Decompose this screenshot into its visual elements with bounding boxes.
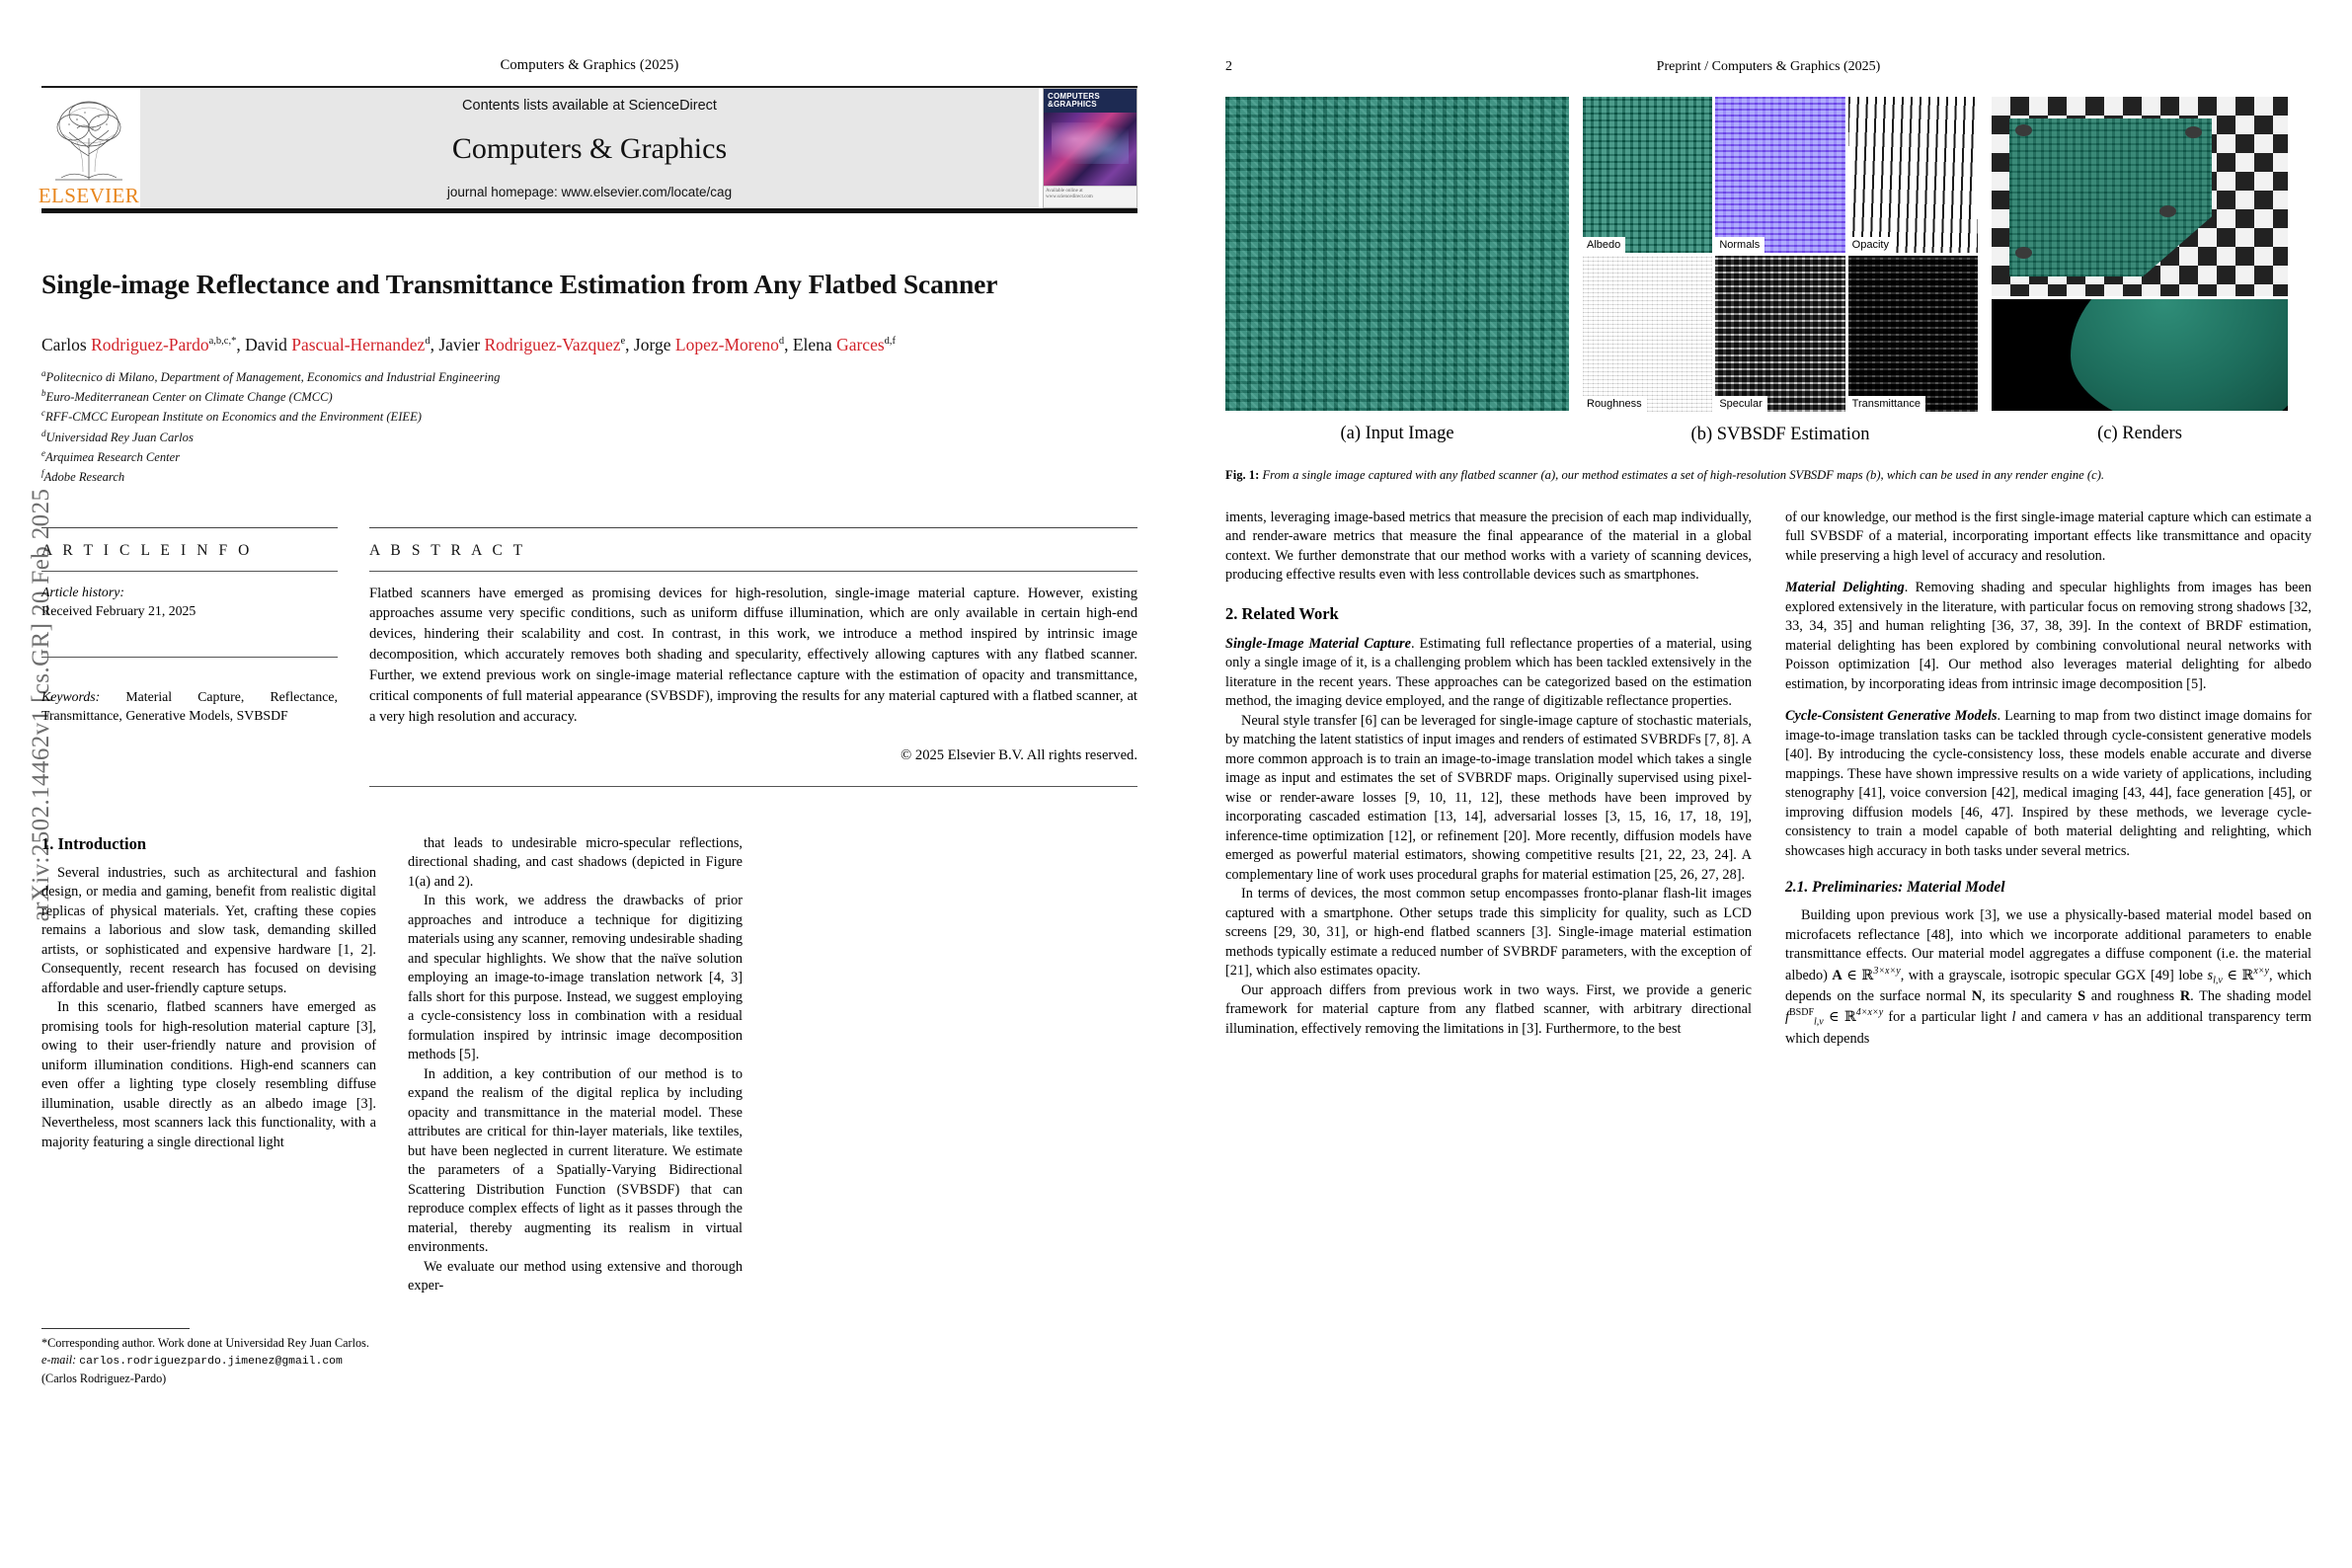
article-info-column xyxy=(41,527,338,787)
right-body-column-1 xyxy=(1225,509,1752,1050)
input-image-photo xyxy=(1225,97,1569,411)
masthead-bottom-rule xyxy=(41,208,1137,213)
journal-homepage-line[interactable]: journal homepage: www.elsevier.com/locate/cag xyxy=(446,185,733,199)
left-body-column-1 xyxy=(41,834,376,1387)
math-specular-lobe-s: s xyxy=(2207,967,2214,983)
render-drape xyxy=(1992,299,2288,411)
intro-paragraph-4: In this work, we address the drawbacks of prior approaches and introduce a technique for digitizing materials using any scanner, removing undesirable shading and specular highlights. We show that the naïve solution employing an image-to-image translation network [4, 3] falls short for this purpose. Instead, we suggest employing a cycle-consistency loss in combination with a residual formulation inspired by intrinsic image decomposition methods [5]. xyxy=(408,893,743,1063)
keywords-block xyxy=(41,658,338,726)
figure-panel-a xyxy=(1225,97,1569,444)
right-running-title: Preprint / Computers & Graphics (2025) xyxy=(1656,59,1881,74)
page-right xyxy=(1176,0,2352,1568)
figure-subcaption-a: (a) Input Image xyxy=(1340,424,1454,443)
author-3: Jorge Lopez-Moreno$^d$ xyxy=(633,335,785,354)
arxiv-stamp: arXiv:2502.14462v1 [cs.GR] 20 Feb 2025 xyxy=(28,488,54,922)
map-label-specular: Specular xyxy=(1715,396,1766,412)
author-4: Elena Garces$^{d,f}$ xyxy=(792,335,897,354)
cover-footer: Available online at www.sciencedirect.com xyxy=(1044,186,1137,207)
rc1-paragraph-4: Our approach differs from previous work in two ways. First, we provide a generic framework for material capture from any flatbed scanner, with arbitrary directional illumination, effectively removing the limitations in [3]. Furthermore, to the best xyxy=(1225,981,1752,1037)
info-abstract-block xyxy=(41,527,1137,787)
render-pin-2 xyxy=(2185,126,2202,138)
page-number: 2 xyxy=(1225,59,1232,74)
intro-paragraph-5: In addition, a key contribution of our method is to expand the realism of the digital replica by including opacity and transmittance in the material model. These attributes are critical for thin-layer materials, like textiles, but have been neglected in current literature. We estimate the parameters of a Spatially-Varying Bidirectional Scattering Distribution Function (SVBSDF) that can reproduce complex effects of light as it passes through the material, thereby augmenting its realism in virtual environments. xyxy=(408,1065,743,1256)
affiliation-5: $^f$Adobe Research xyxy=(41,468,125,485)
left-body-column-2 xyxy=(408,834,743,1387)
intro-paragraph-1: Several industries, such as architectural and fashion design, or media and gaming, benefit from realistic digital replicas of physical materials. Yet, crafting these copies remains a laborious and slow task, demanding skilled artists, or sophisticated and expensive hardware [1, 2]. Consequently, recent research has focused on devising affordable and user-friendly capture setups. xyxy=(41,864,376,996)
sciencedirect-line: Contents lists available at ScienceDirect xyxy=(462,98,717,114)
cover-title: COMPUTERS &GRAPHICS xyxy=(1044,89,1137,113)
rc1-subsection-single-image-material-capture: Single-Image Material Capture. Estimating full reflectance properties of a material, using only a single image of it, is a challenging problem which has been tackled extensively in the literature in the recent years. These approaches can be categorized based on the estimation method, the imaging device employed, and the range of digitizable reflectance properties. xyxy=(1225,635,1752,710)
author-0: Carlos Rodriguez-Pardo$^{a,b,c,*}$ xyxy=(41,335,237,354)
figure-subcaption-c: (c) Renders xyxy=(2097,424,2182,443)
map-label-albedo: Albedo xyxy=(1583,237,1625,253)
affiliation-2: $^c$RFF-CMCC European Institute on Economics and the Environment (EIEE) xyxy=(41,408,422,425)
article-history-label: Article history: xyxy=(41,584,124,599)
keywords-label: Keywords: xyxy=(41,688,101,704)
figure-caption-text: From a single image captured with any flatbed scanner (a), our method estimates a set of high-resolution SVBSDF maps (b), which can be used in any render engine (c). xyxy=(1262,468,2105,482)
map-opacity xyxy=(1848,97,1978,253)
figure-subcaption-b: (b) SVBSDF Estimation xyxy=(1690,425,1870,444)
figure-1 xyxy=(1225,97,2312,445)
footnote-text xyxy=(41,1335,376,1386)
article-received-date: Received February 21, 2025 xyxy=(41,603,196,619)
figure-panel-c xyxy=(1992,97,2288,444)
map-label-roughness: Roughness xyxy=(1583,396,1647,412)
author-list: Carlos Rodriguez-Pardo$^{a,b,c,*}$, David Pascual-Hernandez$^d$, Javier Rodriguez-Vazquez$^e$, Jorge Lopez-Moreno$^d$, Elena Garces$^{d,f}$ xyxy=(41,335,897,354)
figure-caption xyxy=(1225,467,2312,485)
map-label-normals: Normals xyxy=(1715,237,1764,253)
journal-name: Computers & Graphics xyxy=(451,132,728,165)
map-albedo xyxy=(1583,97,1712,253)
article-history xyxy=(41,572,338,621)
keywords-text: Material Capture, Reflectance, Transmittance, Generative Models, SVBSDF xyxy=(41,688,339,724)
affiliation-list xyxy=(41,367,1137,488)
cover-artwork xyxy=(1044,113,1137,186)
map-label-transmittance: Transmittance xyxy=(1848,396,1925,412)
elsevier-wordmark: ELSEVIER xyxy=(38,184,140,207)
figure-caption-label: Fig. 1: xyxy=(1225,468,1260,482)
abstract-heading: A B S T R A C T xyxy=(369,541,526,559)
section-heading-related-work: 2. Related Work xyxy=(1225,603,1339,623)
article-info-heading: A R T I C L E I N F O xyxy=(41,541,253,559)
journal-masthead xyxy=(38,88,1137,208)
section-heading-introduction: 1. Introduction xyxy=(41,833,147,853)
abstract-copyright: © 2025 Elsevier B.V. All rights reserved. xyxy=(901,746,1137,763)
math-albedo-A: A xyxy=(1832,967,1842,983)
math-shading-model-f: f xyxy=(1785,1009,1789,1026)
intro-paragraph-6: We evaluate our method using extensive and thorough exper- xyxy=(408,1258,743,1294)
abstract-column xyxy=(369,527,1137,787)
runin-cycle-consistent-generative-models: Cycle-Consistent Generative Models xyxy=(1785,708,1998,725)
subsection-heading-preliminaries: 2.1. Preliminaries: Material Model xyxy=(1785,879,2005,897)
map-roughness xyxy=(1583,256,1712,412)
svbsdf-map-grid xyxy=(1583,97,1978,412)
right-body-column-2 xyxy=(1785,509,2312,1050)
affiliation-3: $^d$Universidad Rey Juan Carlos xyxy=(41,428,194,444)
footnote-block xyxy=(41,1328,376,1386)
math-specularity-S: S xyxy=(2078,987,2086,1004)
corresponding-author-note: *Corresponding author. Work done at Universidad Rey Juan Carlos. xyxy=(41,1336,369,1351)
math-roughness-R: R xyxy=(2179,987,2191,1004)
page-title: Single-image Reflectance and Transmittance Estimation from Any Flatbed Scanner xyxy=(41,269,998,299)
render-pin-4 xyxy=(2159,205,2176,217)
right-body-columns xyxy=(1225,509,2312,1050)
rc2-subsection-cycle-consistent: Cycle-Consistent Generative Models. Learning to map from two distinct image domains for image-to-image translation tasks can be tackled through cycle-consistent generative models [40]. By introducing the cycle-consistency loss, these models enable accurate and diverse mappings. These have shown impressive results on a wide variety of applications, including stenography [41], voice conversion [42], medical imaging [43, 44], face generation [45], or improving diffusion models [46, 47]. Inspired by these methods, we leverage cycle-consistency to train a model capable of both material delighting and relighting, which showcases high accuracy in both tasks under several metrics. xyxy=(1785,708,2312,859)
elsevier-logo xyxy=(38,88,140,208)
left-body-columns xyxy=(41,834,1137,1387)
author-1: David Pascual-Hernandez$^d$ xyxy=(245,335,431,354)
right-running-header xyxy=(1225,0,2312,75)
render-pin-1 xyxy=(2015,124,2032,136)
render-cloth-patch xyxy=(2009,118,2212,276)
rc2-continued-paragraph: of our knowledge, our method is the first single-image material capture which can estimate a full SVBSDF of a material, incorporating important effects like transmittance and opacity while preserving a high level of accuracy and resolution. xyxy=(1785,509,2312,564)
intro-paragraph-2: In this scenario, flatbed scanners have emerged as promising tools for high-resolution material capture [3], owing to their user-friendly nature and provision of uniform illumination conditions. High-end scanners can even offer a lighting type closely resembling diffuse illumination, usable directly as an albedo image [3]. Nevertheless, most scanners lack this functionality, with a majority featuring a single directional light xyxy=(41,999,376,1150)
map-specular xyxy=(1715,256,1844,412)
runin-material-delighting: Material Delighting xyxy=(1785,580,1905,596)
intro-paragraph-3: that leads to undesirable micro-specular reflections, directional shading, and cast shadows (depicted in Figure 1(a) and 2). xyxy=(408,834,743,890)
render-checkerboard xyxy=(1992,97,2288,296)
affiliation-0: $^a$Politecnico di Milano, Department of Management, Economics and Industrial Engineering xyxy=(41,367,501,384)
rc1-continued-paragraph: iments, leveraging image-based metrics that measure the precision of each map individually, and render-aware metrics that measure the final appearance of the material in a global context. We further demonstrate that our method works with a variety of scanning devices, producing effective results even with less controllable devices such as smartphones. xyxy=(1225,509,1752,584)
math-normal-N: N xyxy=(1971,987,1983,1004)
email-owner: (Carlos Rodriguez-Pardo) xyxy=(41,1371,167,1385)
abstract-bottom-rule xyxy=(369,786,1137,787)
masthead-center xyxy=(140,88,1039,208)
author-2: Javier Rodriguez-Vazquez$^e$ xyxy=(438,335,626,354)
figure-panel-b xyxy=(1583,97,1978,445)
render-drape-shape xyxy=(2071,299,2288,411)
map-transmittance xyxy=(1848,256,1978,412)
abstract-text: Flatbed scanners have emerged as promising devices for high-resolution, single-image material capture. However, existing approaches assume very specific conditions, such as uniform diffuse illumination, which are only available in certain high-end devices, hindering their scalability and cost. In contrast, in this work, we introduce a method inspired by intrinsic image decomposition, which accurately removes both shading and specularity, effectively allowing captures with any flatbed scanner. Further, we extend previous work on single-image material reflectance capture with the estimation of opacity and transmittance, critical components of full material appearance (SVBSDF), improving the results for any material captured with a flatbed scanner, at a very high resolution and accuracy. xyxy=(369,585,1137,725)
elsevier-tree-icon xyxy=(47,95,130,186)
rc2-material-model-paragraph: Building upon previous work [3], we use a physically-based material model based on microfacets reflectance [48], into which we incorporate additional parameters to enable transmittance effects. Our material model aggregates a diffuse component (i.e. the material albedo) A ∈ ℝ$^{3\times x\times y}$, with a grayscale, isotropic specular GGX [49] lobe $s_{l,v}$ ∈ ℝ$^{x\times y}$, which depends on the surface normal N, its specularity S and roughness R. The shading model $f^{BSDF}_{l,v}$ ∈ ℝ$^{4\times x\times y}$ for a particular light l and camera v has an additional transparency term which depends xyxy=(1785,907,2313,1047)
email-address[interactable]: carlos.rodriguezpardo.jimenez@gmail.com xyxy=(79,1356,343,1369)
runin-single-image-material-capture: Single-Image Material Capture xyxy=(1225,635,1411,652)
left-running-header: Computers & Graphics (2025) xyxy=(500,57,679,73)
render-pin-3 xyxy=(2015,247,2032,259)
footnote-rule xyxy=(41,1328,190,1329)
journal-cover-thumbnail xyxy=(1043,88,1137,208)
map-label-opacity: Opacity xyxy=(1848,237,1894,253)
map-normals xyxy=(1715,97,1844,253)
rc1-paragraph-3: In terms of devices, the most common setup encompasses fronto-planar flash-lit images captured with a smartphone. Other setups trade this simplicity for quality, such as LCD screens [29, 30, 31], or high-end flatbed scanners [3]. Single-image material estimation methods typically estimate a reduced number of SVBRDF parameters, with the exception of [21], which also estimates opacity. xyxy=(1225,886,1752,980)
email-label: e-mail: xyxy=(41,1353,77,1368)
rc2-subsection-material-delighting: Material Delighting. Removing shading and specular highlights from images has been explored extensively in the literature, with particular focus on removing strong shadows [32, 33, 34, 35] and human relighting [36, 37, 38, 39]. In the context of BRDF estimation, material delighting has been explored by combining convolutional neural networks with Poisson optimization [4]. Our method also leverages material delighting for albedo estimation, by incorporating ideas from intrinsic image decomposition [5]. xyxy=(1785,580,2312,692)
render-stack xyxy=(1992,97,2288,411)
affiliation-4: $^e$Arquimea Research Center xyxy=(41,447,181,465)
affiliation-1: $^b$Euro-Mediterranean Center on Climate Change (CMCC) xyxy=(41,387,333,405)
rc1-paragraph-2: Neural style transfer [6] can be leveraged for single-image capture of stochastic materials, by matching the latent statistics of input images and renders of estimated SVBRDFs [7, 8]. A more common approach is to train an image-to-image translation model which takes a single image as input and estimates the set of SVBRDF maps. Originally supervised using pixel-wise or render-aware losses [9, 10, 11, 12], these methods have been improved by incorporating cascaded estimation [13, 14], adversarial losses [3, 15, 16, 17, 18, 19], inference-time optimization [12], or refinement [20]. More recently, diffusion models have emerged as powerful material estimators, showing competitive results [21, 22, 23, 24]. A complementary line of work uses procedural graphs for material estimation [25, 26, 27, 28]. xyxy=(1225,712,1752,883)
